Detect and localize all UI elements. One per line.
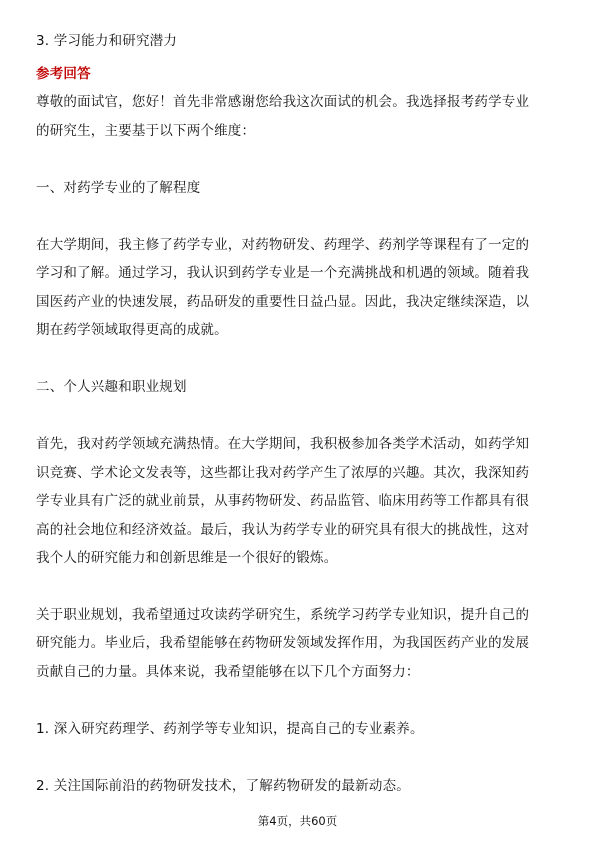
paragraph-2-line: 我个人的研究能力和创新思维是一个很好的锻炼。 (36, 550, 338, 566)
heading-2: 二、个人兴趣和职业规划 (36, 379, 187, 395)
paragraph-2-line: 识竞赛、学术论文发表等，这些都让我对药学产生了浓厚的兴趣。其次，我深知药 (36, 465, 530, 481)
section-title: 3. 学习能力和研究潜力 (36, 33, 178, 49)
paragraph-3-line: 贡献自己的力量。具体来说，我希望能够在以下几个方面努力： (36, 664, 420, 680)
paragraph-2-line: 高的社会地位和经济效益。最后，我认为药学专业的研究具有很大的挑战性，这对 (36, 522, 530, 538)
intro-line: 的研究生，主要基于以下两个维度： (36, 123, 256, 139)
document-page (36, 0, 560, 842)
paragraph-1-line: 期在药学领域取得更高的成就。 (36, 322, 228, 338)
paragraph-3-line: 关于职业规划，我希望通过攻读药学研究生，系统学习药学专业知识，提升自己的 (36, 607, 530, 623)
paragraph-3-line: 研究能力。毕业后，我希望能够在药物研发领域发挥作用，为我国医药产业的发展 (36, 635, 530, 651)
page-number-footer: 第4页，共60页 (257, 814, 338, 828)
paragraph-2-line: 首先，我对药学领域充满热情。在大学期间，我积极参加各类学术活动，如药学知 (36, 436, 530, 452)
paragraph-1-line: 在大学期间，我主修了药学专业，对药物研发、药理学、药剂学等课程有了一定的 (36, 237, 530, 253)
intro-line: 尊敬的面试官，您好！首先非常感谢您给我这次面试的机会。我选择报考药学专业 (36, 94, 530, 110)
paragraph-1-line: 学习和了解。通过学习，我认识到药学专业是一个充满挑战和机遇的领域。随着我 (36, 265, 530, 281)
paragraph-2-line: 学专业具有广泛的就业前景，从事药物研发、药品监管、临床用药等工作都具有很 (36, 493, 530, 509)
heading-1: 一、对药学专业的了解程度 (36, 180, 201, 196)
paragraph-1-line: 国医药产业的快速发展，药品研发的重要性日益凸显。因此，我决定继续深造，以 (36, 294, 530, 310)
answer-label: 参考回答 (36, 66, 91, 82)
list-item: 2. 关注国际前沿的药物研发技术，了解药物研发的最新动态。 (36, 778, 410, 794)
list-item: 1. 深入研究药理学、药剂学等专业知识，提高自己的专业素养。 (36, 721, 424, 737)
